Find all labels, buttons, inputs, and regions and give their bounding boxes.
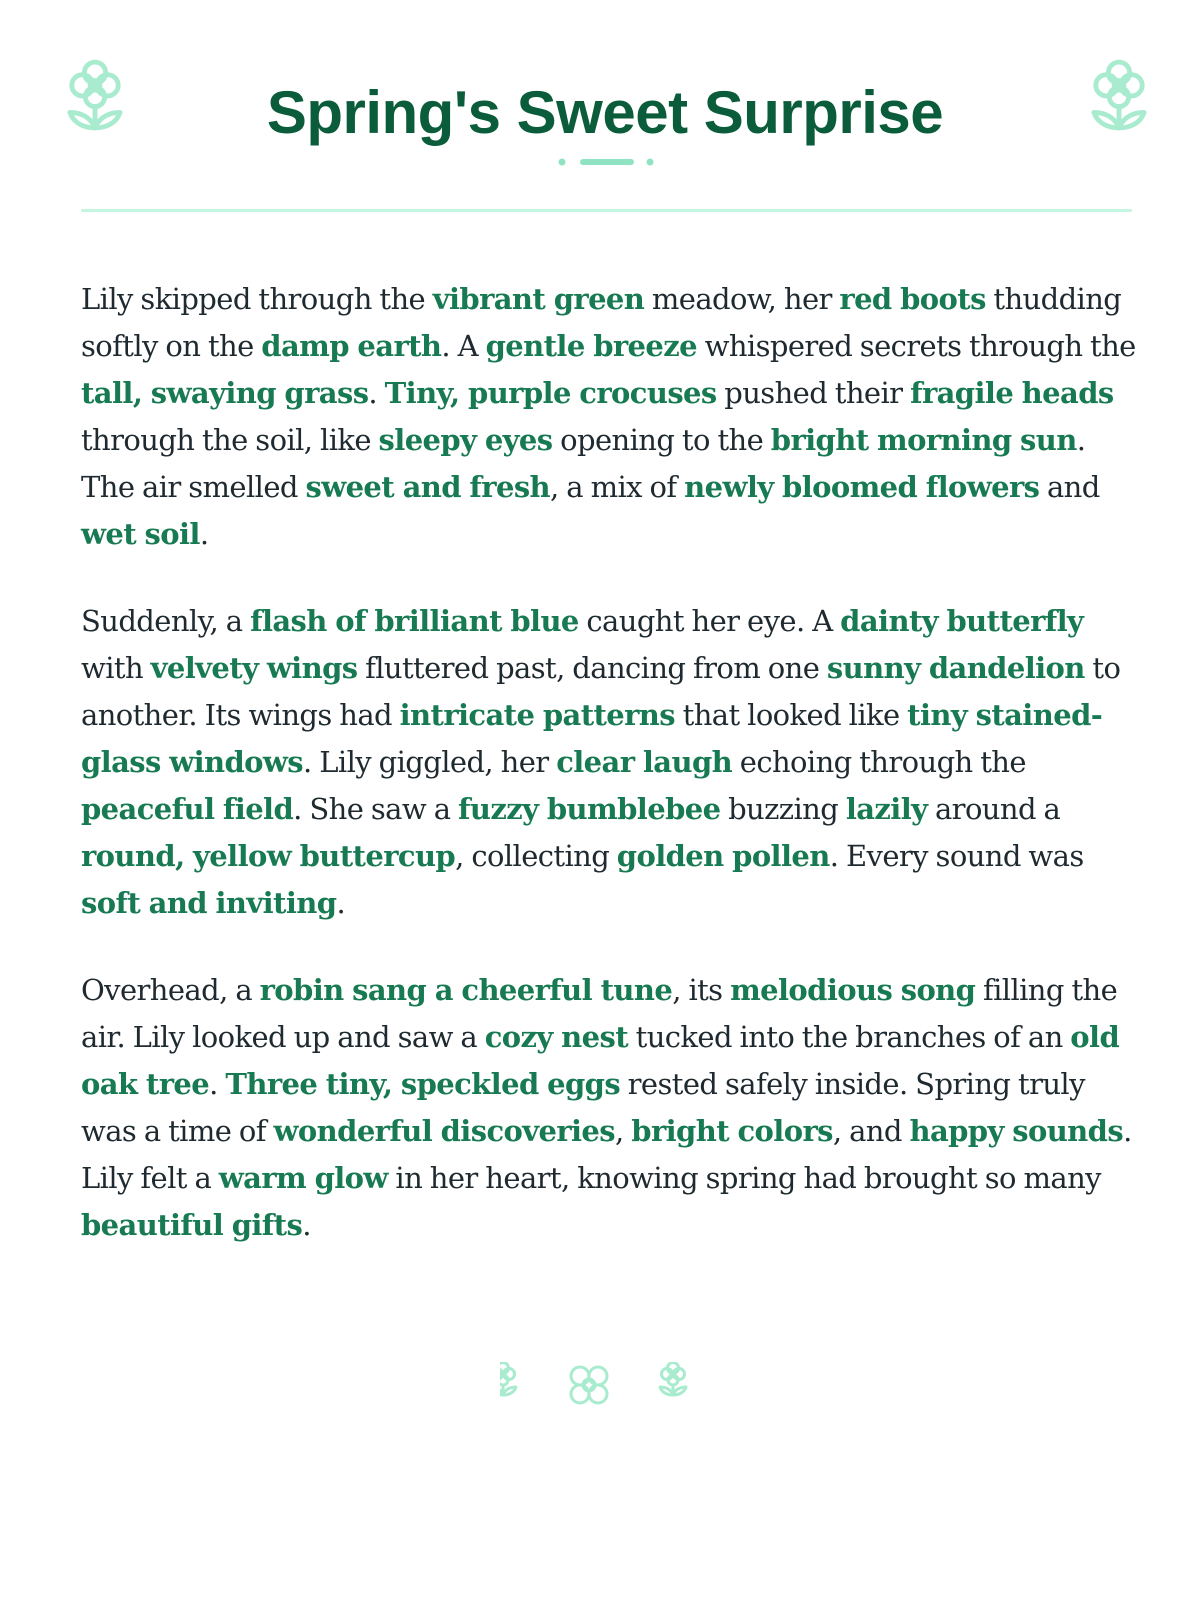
story-text: , its bbox=[672, 973, 731, 1007]
story-paragraph-2 bbox=[81, 598, 1141, 927]
story-text: . She saw a bbox=[293, 792, 459, 826]
highlighted-phrase: tiny stained-glass windows bbox=[81, 698, 1103, 779]
highlighted-phrase: happy sounds bbox=[909, 1114, 1124, 1148]
highlighted-phrase: red boots bbox=[839, 282, 986, 316]
story-text: to another. Its wings had bbox=[81, 651, 1121, 732]
story-text: meadow, her bbox=[644, 282, 840, 316]
highlighted-phrase: vibrant green bbox=[432, 282, 645, 316]
story-text: thudding softly on the bbox=[81, 282, 1122, 363]
highlighted-phrase: dainty butterfly bbox=[840, 604, 1084, 638]
story-text: echoing through the bbox=[732, 745, 1026, 779]
story-text: , a mix of bbox=[550, 470, 685, 504]
story-text: with bbox=[81, 651, 151, 685]
highlighted-phrase: flash of brilliant blue bbox=[250, 604, 579, 638]
header-divider bbox=[81, 209, 1132, 212]
highlighted-phrase: sunny dandelion bbox=[826, 651, 1085, 685]
story-text: pushed their bbox=[716, 376, 911, 410]
story-text: . bbox=[368, 376, 385, 410]
story-text: tucked into the branches of an bbox=[628, 1020, 1071, 1054]
story-text: Overhead, a bbox=[81, 973, 260, 1007]
story-text: filling the air. Lily looked up and saw a bbox=[81, 973, 1118, 1054]
four-petal-flower-icon bbox=[571, 1367, 607, 1403]
highlighted-phrase: cozy nest bbox=[484, 1020, 629, 1054]
story-text: , collecting bbox=[455, 839, 617, 873]
story-text: Suddenly, a bbox=[81, 604, 251, 638]
highlighted-phrase: wonderful discoveries bbox=[273, 1114, 616, 1148]
highlighted-phrase: golden pollen bbox=[616, 839, 830, 873]
story-text: . bbox=[336, 886, 346, 920]
story-text: and bbox=[1039, 470, 1100, 504]
highlighted-phrase: warm glow bbox=[218, 1161, 388, 1195]
story-text: that looked like bbox=[675, 698, 908, 732]
story-body bbox=[81, 276, 1141, 1289]
story-text: fluttered past, dancing from one bbox=[357, 651, 827, 685]
story-text: . Lily felt a bbox=[81, 1114, 1132, 1195]
highlighted-phrase: Three tiny, speckled eggs bbox=[225, 1067, 621, 1101]
story-text: . A bbox=[441, 329, 486, 363]
story-text: . bbox=[199, 517, 209, 551]
story-text: . bbox=[302, 1208, 311, 1242]
story-text: opening to the bbox=[552, 423, 771, 457]
highlighted-phrase: gentle breeze bbox=[485, 329, 697, 363]
story-text: buzzing bbox=[720, 792, 846, 826]
highlighted-phrase: sleepy eyes bbox=[378, 423, 553, 457]
story-text: through the soil, like bbox=[81, 423, 379, 457]
story-text: , and bbox=[832, 1114, 910, 1148]
highlighted-phrase: fuzzy bumblebee bbox=[458, 792, 721, 826]
highlighted-phrase: newly bloomed flowers bbox=[684, 470, 1040, 504]
highlighted-phrase: clear laugh bbox=[556, 745, 733, 779]
highlighted-phrase: damp earth bbox=[261, 329, 442, 363]
footer-flower-ornament bbox=[500, 1362, 720, 1418]
story-text: whispered secrets through the bbox=[696, 329, 1136, 363]
highlighted-phrase: beautiful gifts bbox=[81, 1208, 303, 1242]
highlighted-phrase: intricate patterns bbox=[399, 698, 676, 732]
highlighted-phrase: peaceful field bbox=[81, 792, 294, 826]
story-text: in her heart, knowing spring had brought so many bbox=[387, 1161, 1101, 1195]
highlighted-phrase: round, yellow buttercup bbox=[81, 839, 456, 873]
highlighted-phrase: wet soil bbox=[81, 517, 200, 551]
highlighted-phrase: fragile heads bbox=[910, 376, 1114, 410]
highlighted-phrase: bright morning sun bbox=[770, 423, 1077, 457]
highlighted-phrase: sweet and fresh bbox=[305, 470, 551, 504]
highlighted-phrase: melodious song bbox=[730, 973, 976, 1007]
highlighted-phrase: soft and inviting bbox=[81, 886, 337, 920]
page-title: Spring's Sweet Surprise bbox=[266, 79, 944, 146]
small-tulip-icon bbox=[500, 1363, 516, 1396]
story-text: caught her eye. A bbox=[578, 604, 841, 638]
story-text: . Lily giggled, her bbox=[303, 745, 557, 779]
story-text: . Every sound was bbox=[829, 839, 1084, 873]
story-text: Lily skipped through the bbox=[81, 282, 433, 316]
story-text: rested safely inside. Spring truly was a time of bbox=[81, 1067, 1085, 1148]
story-text: . bbox=[209, 1067, 226, 1101]
highlighted-phrase: bright colors bbox=[631, 1114, 833, 1148]
story-text: . The air smelled bbox=[81, 423, 1086, 504]
highlighted-phrase: lazily bbox=[845, 792, 928, 826]
title-ornament bbox=[558, 158, 658, 166]
story-paragraph-1 bbox=[81, 276, 1141, 558]
highlighted-phrase: old oak tree bbox=[81, 1020, 1120, 1101]
highlighted-phrase: Tiny, purple crocuses bbox=[384, 376, 717, 410]
highlighted-phrase: tall, swaying grass bbox=[81, 376, 369, 410]
highlighted-phrase: velvety wings bbox=[150, 651, 358, 685]
story-text: , bbox=[615, 1114, 632, 1148]
story-paragraph-3 bbox=[81, 967, 1141, 1249]
story-text: around a bbox=[927, 792, 1061, 826]
small-tulip-icon bbox=[660, 1363, 686, 1396]
highlighted-phrase: robin sang a cheerful tune bbox=[259, 973, 673, 1007]
